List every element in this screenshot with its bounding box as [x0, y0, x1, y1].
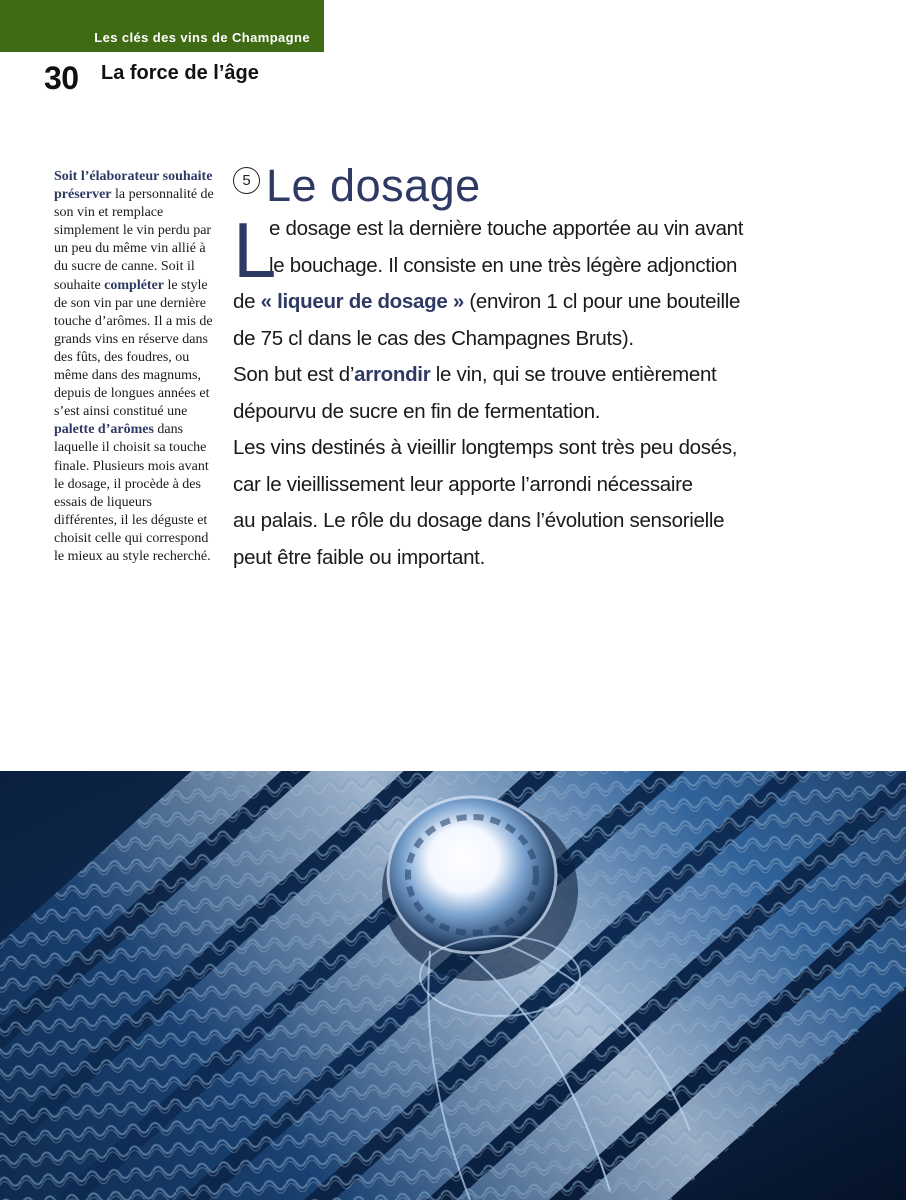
body-line	[233, 211, 813, 248]
body-line	[233, 503, 813, 540]
section-title: La force de l’âge	[101, 62, 259, 84]
body-run: de	[233, 290, 261, 313]
body-run: e dosage est la dernière touche apportée au vin avant	[269, 217, 744, 240]
body-run: car le vieillissement leur apporte l’arrondi nécessaire	[233, 472, 693, 496]
sidebar-segment: la personnalité de son vin et remplace simplement le vin perdu par un peu du même vin allié à du sucre de canne. Soit il souhaite	[54, 187, 214, 293]
page-number: 30	[44, 60, 79, 96]
body-run: au palais. Le rôle du dosage dans l’évolution sensorielle	[233, 509, 725, 532]
body-line	[233, 394, 813, 431]
sidebar-segment: Soit l’élaborateur souhaite préserver	[54, 169, 213, 203]
heading-title: Le dosage	[266, 160, 481, 211]
body-run: le bouchage. Il consiste en une très légère adjonction	[269, 253, 738, 277]
sidebar-segment: palette d’arômes	[54, 422, 154, 438]
header-band	[0, 0, 324, 52]
book-title: Les clés des vins de Champagne	[94, 30, 310, 45]
body-run: Les vins destinés à vieillir longtemps sont très peu dosés,	[233, 436, 738, 459]
body-run: dépourvu de sucre en fin de fermentation.	[233, 399, 601, 423]
body-line	[233, 357, 813, 394]
drop-cap: L	[233, 206, 277, 294]
body-line	[233, 467, 813, 504]
body-line	[233, 248, 813, 285]
body-line	[233, 540, 813, 577]
term-liqueur-de-dosage: « liqueur de dosage »	[260, 290, 464, 313]
sidebar-note	[54, 168, 214, 566]
sidebar-segment: compléter	[104, 277, 165, 293]
body-run: le vin, qui se trouve entièrement	[430, 363, 717, 386]
sidebar-segment: le style de son vin par une dernière touche d’arômes. Il a mis de grands vins en réserve dans des fûts, des foudres, ou même dans des magnums, depuis de longues années et s’est ainsi constitué une	[54, 277, 213, 420]
article-body	[233, 206, 813, 576]
body-line	[233, 284, 813, 321]
champagne-bottles-photo	[0, 771, 906, 1200]
body-run: de 75 cl dans le cas des Champagnes Bruts).	[233, 326, 634, 350]
sidebar-segment: dans laquelle il choisit sa touche finale. Plusieurs mois avant le dosage, il procède à des essais de liqueurs différentes, il les déguste et choisit celle qui correspond le mieux au style recherché.	[54, 422, 211, 564]
bottles-illustration	[0, 771, 906, 1200]
body-run: peut être faible ou important.	[233, 545, 485, 569]
body-line	[233, 430, 813, 467]
term-arrondir: arrondir	[354, 363, 431, 386]
body-line	[233, 321, 813, 358]
step-number-badge: 5	[233, 167, 260, 194]
body-run: Son but est d’	[233, 363, 355, 386]
body-run: (environ 1 cl pour une bouteille	[463, 290, 741, 313]
